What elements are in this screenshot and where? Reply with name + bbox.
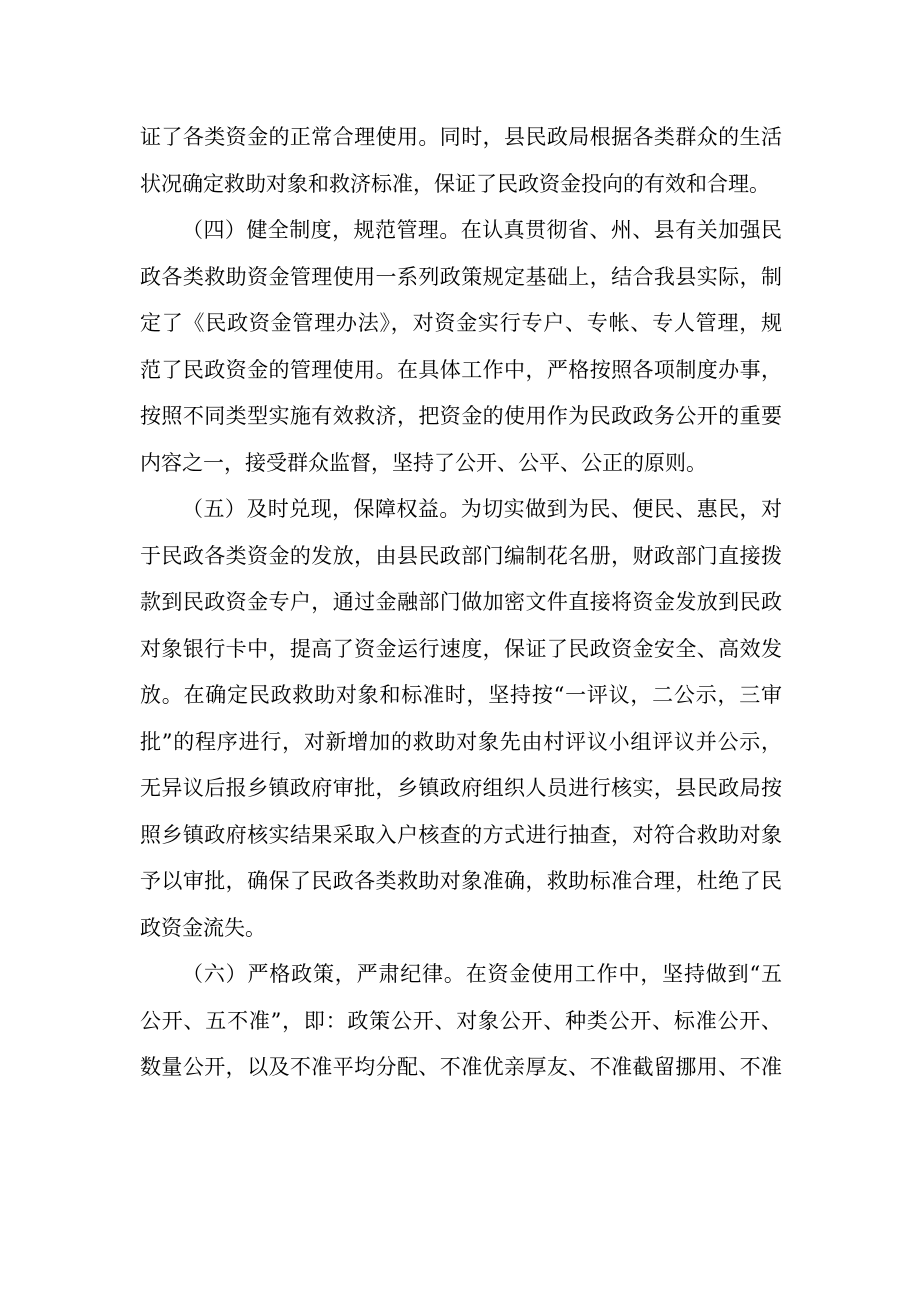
paragraph-2 bbox=[140, 207, 782, 486]
text-line: 政资金流失。 bbox=[140, 915, 266, 940]
text-line: 公开、五不准”，即：政策公开、对象公开、种类公开、标准公开、 bbox=[140, 1008, 782, 1033]
paragraph-3 bbox=[140, 486, 782, 951]
text-line: 按照不同类型实施有效救济，把资金的使用作为民政政务公开的重要 bbox=[140, 404, 782, 428]
paragraph-1 bbox=[140, 114, 782, 207]
text-line: 数量公开，以及不准平均分配、不准优亲厚友、不准截留挪用、不准 bbox=[140, 1055, 782, 1079]
text-line: 证了各类资金的正常合理使用。同时，县民政局根据各类群众的生活 bbox=[140, 125, 782, 149]
text-line: 款到民政资金专户，通过金融部门做加密文件直接将资金发放到民政 bbox=[140, 590, 782, 614]
text-line: 政各类救助资金管理使用一系列政策规定基础上，结合我县实际，制 bbox=[140, 264, 782, 289]
text-line: 范了民政资金的管理使用。在具体工作中，严格按照各项制度办事， bbox=[140, 357, 782, 382]
text-line: 放。在确定民政救助对象和标准时，坚持按“一评议，二公示，三审 bbox=[140, 683, 782, 707]
paragraph-4 bbox=[140, 951, 782, 1091]
text-line: 于民政各类资金的发放，由县民政部门编制花名册，财政部门直接拨 bbox=[140, 543, 782, 568]
text-line: 对象银行卡中，提高了资金运行速度，保证了民政资金安全、高效发 bbox=[140, 636, 782, 661]
text-line: 批”的程序进行，对新增加的救助对象先由村评议小组评议并公示， bbox=[140, 729, 782, 754]
text-line: 照乡镇政府核实结果采取入户核查的方式进行抽查，对符合救助对象 bbox=[140, 822, 782, 847]
text-line: 定了《民政资金管理办法》，对资金实行专户、专帐、专人管理，规 bbox=[140, 311, 782, 335]
text-line: （五）及时兑现，保障权益。为切实做到为民、便民、惠民，对 bbox=[182, 497, 782, 521]
document-body bbox=[140, 114, 782, 1091]
text-line: （六）严格政策，严肃纪律。在资金使用工作中，坚持做到“五 bbox=[182, 962, 782, 986]
text-line: （四）健全制度，规范管理。在认真贯彻省、州、县有关加强民 bbox=[182, 218, 782, 242]
text-line: 内容之一，接受群众监督，坚持了公开、公平、公正的原则。 bbox=[140, 450, 707, 475]
text-line: 状况确定救助对象和救济标准，保证了民政资金投向的有效和合理。 bbox=[140, 171, 770, 196]
text-line: 予以审批，确保了民政各类救助对象准确，救助标准合理，杜绝了民 bbox=[140, 869, 782, 893]
text-line: 无异议后报乡镇政府审批，乡镇政府组织人员进行核实，县民政局按 bbox=[140, 776, 782, 800]
